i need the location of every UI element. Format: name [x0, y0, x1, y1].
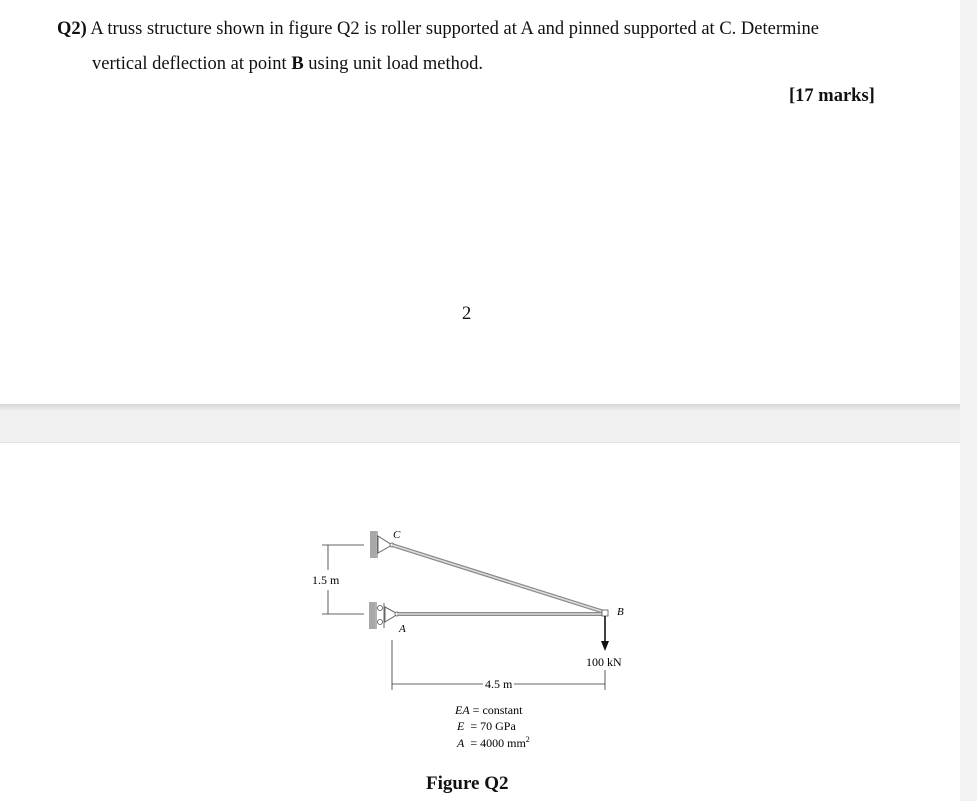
document-page-1	[0, 0, 960, 404]
question-marks: [17 marks]	[789, 86, 875, 106]
page-number: 2	[462, 304, 472, 324]
label-span-dim: 4.5 m	[485, 677, 513, 691]
label-node-a: A	[399, 623, 406, 635]
question-number: Q2)	[57, 19, 87, 39]
prop-a	[456, 735, 530, 750]
question-line-1	[57, 19, 819, 40]
label-height-dim: 1.5 m	[312, 573, 340, 587]
load-arrow-head	[601, 641, 609, 651]
document-page-2	[0, 442, 960, 801]
viewer-scroll-edge[interactable]	[960, 0, 977, 800]
roller-a-2	[378, 620, 383, 625]
prop-e-value: = 70 GPa	[464, 719, 516, 733]
prop-e	[456, 719, 516, 733]
joint-b	[602, 610, 608, 616]
label-node-b: B	[617, 606, 624, 618]
question-text-2-bold: B	[291, 54, 304, 74]
truss-figure	[0, 442, 960, 772]
question-text-2a: vertical deflection at point	[92, 54, 292, 74]
label-load: 100 kN	[586, 655, 622, 669]
prop-ea-value: = constant	[469, 703, 523, 717]
wall-a	[369, 602, 375, 629]
prop-e-symbol: E	[457, 719, 465, 733]
question-text-2b: using unit load method.	[303, 54, 483, 74]
page-gap-shadow	[0, 404, 960, 410]
roller-a-1	[378, 606, 383, 611]
figure-caption: Figure Q2	[426, 773, 509, 794]
prop-ea	[454, 703, 523, 717]
question-text-1: A truss structure shown in figure Q2 is roller supported at A and pinned supported at C. Determine	[86, 19, 819, 39]
prop-ea-symbol: EA	[455, 703, 470, 717]
question-line-2	[92, 54, 483, 75]
prop-a-superscript: 2	[525, 735, 530, 744]
prop-a-value: = 4000 mm	[464, 736, 526, 750]
member-cb-core	[392, 545, 604, 612]
wall-c	[370, 531, 376, 558]
label-node-c: C	[393, 529, 401, 541]
prop-a-symbol: A	[457, 736, 465, 750]
